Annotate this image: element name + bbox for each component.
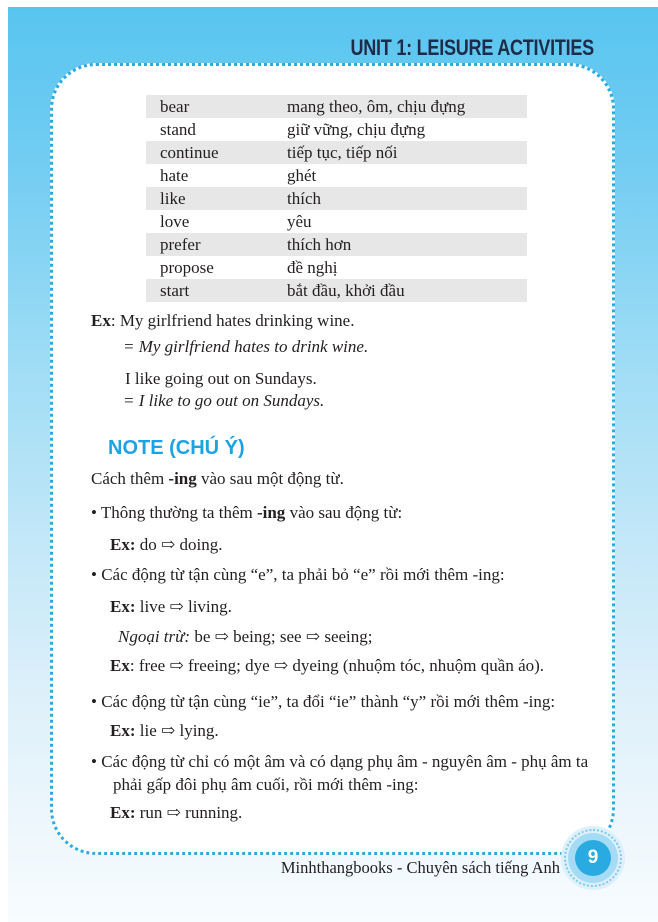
text-segment-bold: -ing	[168, 469, 197, 488]
ex-label: Ex	[91, 311, 111, 330]
ex-text: do ⇨ doing.	[135, 535, 223, 554]
ex-label: Ex	[110, 656, 130, 675]
table-row	[146, 95, 527, 118]
ex-text: live ⇨ living.	[135, 597, 232, 616]
verb-cell: prefer	[160, 235, 201, 254]
meaning-cell: yêu	[287, 212, 312, 231]
example-sentence	[91, 310, 354, 331]
page-number: 9	[575, 840, 611, 876]
text-segment: vào sau động từ:	[285, 503, 403, 522]
page-number-ring	[568, 833, 618, 883]
note-heading: NOTE (CHÚ Ý)	[108, 437, 245, 459]
meaning-cell: mang theo, ôm, chịu đựng	[287, 97, 466, 116]
note-bullet: • Các động từ tận cùng “ie”, ta đổi “ie” thành “y” rồi mới thêm -ing:	[91, 692, 556, 711]
verb-cell: love	[160, 212, 190, 231]
note-example	[110, 720, 219, 741]
note-example	[110, 534, 222, 555]
meaning-cell: tiếp tục, tiếp nối	[287, 143, 398, 162]
meaning-cell: thích hơn	[287, 235, 352, 254]
verb-cell: hate	[160, 166, 189, 185]
example-sentence: I like going out on Sundays.	[125, 369, 317, 388]
ex-text: : free ⇨ freeing; dye ⇨ dyeing (nhuộm tóc, nhuộm quần áo).	[129, 656, 545, 675]
table-row	[146, 187, 527, 210]
verb-cell: propose	[160, 258, 214, 277]
verb-cell: start	[160, 281, 190, 300]
ex-label: Ex:	[110, 721, 136, 740]
note-example	[110, 596, 232, 617]
ex-text: : My girlfriend hates drinking wine.	[110, 311, 355, 330]
example-equivalent: = My girlfriend hates to drink wine.	[123, 337, 369, 356]
table-row	[146, 210, 527, 233]
exception-label: Ngoại trừ:	[118, 627, 191, 646]
ex-label: Ex:	[110, 535, 136, 554]
note-exception	[118, 626, 372, 647]
meaning-cell: thích	[287, 189, 321, 208]
meaning-cell: đề nghị	[287, 258, 338, 277]
note-bullet: • Các động từ tận cùng “e”, ta phải bỏ “e” rồi mới thêm -ing:	[91, 565, 505, 584]
table-row	[146, 141, 527, 164]
verb-cell: bear	[160, 97, 190, 116]
footer-publisher: Minhthangbooks - Chuyên sách tiếng Anh	[280, 858, 560, 877]
table-row	[146, 256, 527, 279]
meaning-cell: giữ vững, chịu đựng	[287, 120, 426, 139]
content-card	[50, 63, 615, 855]
table-row	[146, 118, 527, 141]
note-example	[110, 655, 544, 676]
note-bullet: • Các động từ chỉ có một âm và có dạng phụ âm - nguyên âm - phụ âm ta	[91, 752, 589, 771]
exception-text: be ⇨ being; see ⇨ seeing;	[190, 627, 373, 646]
note-bullet	[91, 502, 402, 523]
note-example	[110, 802, 242, 823]
meaning-cell: ghét	[287, 166, 317, 185]
verb-cell: stand	[160, 120, 196, 139]
note-bullet-wrap: phải gấp đôi phụ âm cuối, rồi mới thêm -ing:	[113, 775, 419, 794]
ex-text: run ⇨ running.	[135, 803, 243, 822]
verb-cell: like	[160, 189, 186, 208]
meaning-cell: bắt đầu, khởi đầu	[287, 281, 405, 300]
page-number-badge	[561, 826, 625, 890]
note-intro	[91, 468, 344, 489]
text-segment: Cách thêm	[91, 469, 169, 488]
table-row	[146, 164, 527, 187]
example-equivalent: = I like to go out on Sundays.	[123, 391, 325, 410]
table-row	[146, 279, 527, 302]
verb-cell: continue	[160, 143, 219, 162]
text-segment-bold: -ing	[256, 503, 286, 522]
vocab-table	[146, 95, 527, 302]
table-row	[146, 233, 527, 256]
unit-title: UNIT 1: LEISURE ACTIVITIES	[350, 35, 594, 60]
ex-label: Ex:	[110, 597, 136, 616]
ex-text: lie ⇨ lying.	[135, 721, 219, 740]
text-segment: vào sau một động từ.	[196, 469, 344, 488]
ex-label: Ex:	[110, 803, 136, 822]
text-segment: • Thông thường ta thêm	[91, 503, 257, 522]
